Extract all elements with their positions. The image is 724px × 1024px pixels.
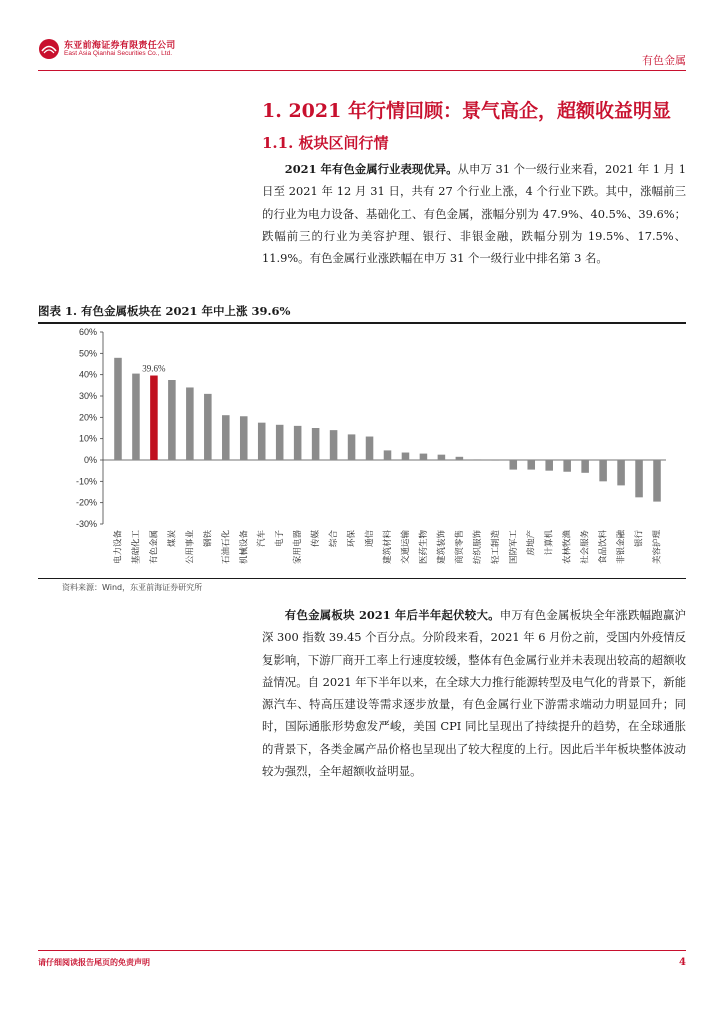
bar-钢铁: [204, 394, 212, 460]
paragraph-second-half: [262, 604, 686, 782]
x-tick-label: 钢铁: [203, 530, 214, 548]
paragraph-lead: 有色金属板块 2021 年后半年起伏较大。: [284, 608, 500, 622]
bar-电力设备: [114, 358, 122, 460]
bar-社会服务: [581, 460, 589, 473]
disclaimer-note: 请仔细阅读报告尾页的免责声明: [38, 958, 150, 967]
x-tick-label: 基础化工: [131, 530, 142, 565]
x-tick-label: 公用事业: [185, 530, 196, 565]
x-tick-label: 商贸零售: [454, 530, 465, 565]
paragraph-body: 从申万 31 个一级行业来看，2021 年 1 月 1 日至 2021 年 12 月 31 日，共有 27 个行业上涨，4 个行业下跌。其中，涨幅前三的行业为电力设备、基础化工、有色金属，涨幅分别为 47.9%、40.5%、39.6%；跌幅前三的行业为美容护理、银行、非银金融，跌幅分别为 19.5%、17.5%、11.9%。有色金属行业涨跌幅在申万 31 个一级行业中排名第 3 名。: [262, 162, 687, 266]
x-tick-label: 轻工制造: [490, 530, 501, 565]
x-tick-label: 有色金属: [149, 530, 160, 565]
x-tick-label: 环保: [347, 530, 358, 548]
section-heading: 1. 2021 年行情回顾：景气高企，超额收益明显: [262, 100, 671, 122]
bar-医药生物: [420, 454, 428, 460]
subsection-heading: 1.1. 板块区间行情: [262, 134, 389, 152]
x-tick-label: 建筑装饰: [436, 530, 447, 565]
bar-通信: [366, 437, 374, 460]
bar-石油石化: [222, 415, 230, 460]
bar-计算机: [545, 460, 553, 471]
x-tick-label: 食品饮料: [598, 530, 609, 565]
paragraph-body: 申万有色金属板块全年涨跌幅跑赢沪深 300 指数 39.45 个百分点。分阶段来看，2021 年 6 月份之前，受国内外疫情反复影响，下游厂商开工率上行速度较缓，整体有色金属行业并未表现出较高的超额收益情况。自 2021 年下半年以来，在全球大力推行能源转型及电气化的背景下，新能源汽车、特高压建设等需求逐步放量，有色金属行业下游需求端动力明显回升；同时，国际通胀形势愈发严峻，美国 CPI 同比呈现出了持续提升的趋势，在全球通胀的背景下，各类金属产品价格也呈现出了较大程度的上行。因此后半年板块整体波动较为强烈，全年超额收益明显。: [262, 608, 686, 779]
x-tick-label: 通信: [365, 530, 376, 548]
y-tick-label: -30%: [75, 519, 97, 529]
bar-农林牧渔: [563, 460, 571, 472]
x-tick-label: 纺织服饰: [472, 530, 483, 565]
paragraph-lead: 2021 年有色金属行业表现优异。: [284, 162, 458, 176]
bar-轻工制造: [492, 460, 500, 461]
x-tick-label: 美容护理: [652, 530, 663, 565]
header-divider: [38, 70, 686, 71]
x-tick-label: 机械设备: [239, 530, 250, 565]
x-tick-label: 煤炭: [167, 530, 178, 548]
bar-电子: [276, 425, 284, 460]
y-tick-label: 50%: [78, 348, 97, 359]
x-tick-label: 非银金融: [616, 530, 627, 565]
y-tick-label: -20%: [75, 497, 97, 508]
page-number: 4: [679, 957, 686, 968]
y-tick-label: 20%: [78, 412, 97, 423]
x-tick-label: 传媒: [311, 530, 322, 548]
figure-bottom-rule: [38, 578, 686, 579]
bar-纺织服饰: [474, 459, 482, 460]
bar-公用事业: [186, 387, 194, 460]
bar-传媒: [312, 428, 320, 460]
bar-交通运输: [402, 453, 410, 460]
figure-title: 图表 1. 有色金属板块在 2021 年中上涨 39.6%: [38, 304, 291, 318]
bar-家用电器: [294, 426, 302, 460]
bar-建筑装饰: [438, 455, 446, 460]
y-tick-label: -10%: [75, 476, 97, 487]
x-tick-label: 建筑材料: [383, 530, 393, 565]
bar-美容护理: [653, 460, 661, 502]
bar-chart: [38, 324, 686, 576]
footer-divider: [38, 950, 686, 951]
x-tick-label: 石油石化: [221, 530, 232, 565]
bar-基础化工: [132, 374, 140, 460]
bar-煤炭: [168, 380, 176, 460]
bar-汽车: [258, 423, 266, 460]
y-tick-label: 10%: [78, 433, 97, 444]
chart-y-tick-labels: [76, 327, 97, 529]
company-logo-icon: [38, 38, 60, 60]
y-tick-label: 40%: [78, 369, 97, 380]
industry-tag: 有色金属: [642, 54, 686, 67]
y-tick-label: 0%: [83, 455, 97, 465]
bar-综合: [330, 430, 338, 460]
y-tick-label: 60%: [78, 327, 97, 337]
chart-axes: [100, 332, 666, 524]
bar-环保: [348, 434, 356, 460]
chart-bars: [114, 358, 661, 502]
bar-建筑材料: [384, 450, 392, 460]
x-tick-label: 银行: [634, 530, 645, 548]
y-tick-label: 30%: [78, 391, 97, 401]
company-name-cn: 东亚前海证券有限责任公司: [64, 41, 176, 51]
bar-房地产: [527, 460, 535, 470]
x-tick-label: 家用电器: [293, 530, 304, 565]
bar-有色金属: [150, 376, 158, 460]
x-tick-label: 医药生物: [418, 530, 429, 565]
company-name-en: East Asia Qianhai Securities Co., Ltd.: [64, 50, 173, 57]
x-tick-label: 综合: [329, 530, 340, 548]
x-tick-label: 电力设备: [113, 530, 124, 565]
figure-source: 资料来源：Wind，东亚前海证券研究所: [62, 583, 203, 592]
x-tick-label: 社会服务: [580, 530, 591, 565]
x-tick-label: 房地产: [526, 530, 537, 556]
paragraph-industry-performance: [262, 158, 686, 269]
x-tick-label: 电子: [275, 530, 286, 548]
bar-银行: [635, 460, 643, 497]
highlight-data-label: 39.6%: [142, 363, 166, 374]
bar-国防军工: [510, 460, 518, 470]
chart-annotations: [142, 364, 166, 374]
x-tick-label: 国防军工: [508, 530, 519, 565]
bar-非银金融: [617, 460, 625, 485]
bar-机械设备: [240, 416, 248, 460]
x-tick-label: 农林牧渔: [562, 530, 573, 565]
x-tick-label: 汽车: [257, 530, 268, 548]
x-tick-label: 计算机: [544, 530, 555, 556]
bar-食品饮料: [599, 460, 607, 481]
x-tick-label: 交通运输: [400, 530, 411, 565]
chart-x-tick-labels: [112, 530, 662, 565]
bar-商贸零售: [456, 457, 464, 460]
